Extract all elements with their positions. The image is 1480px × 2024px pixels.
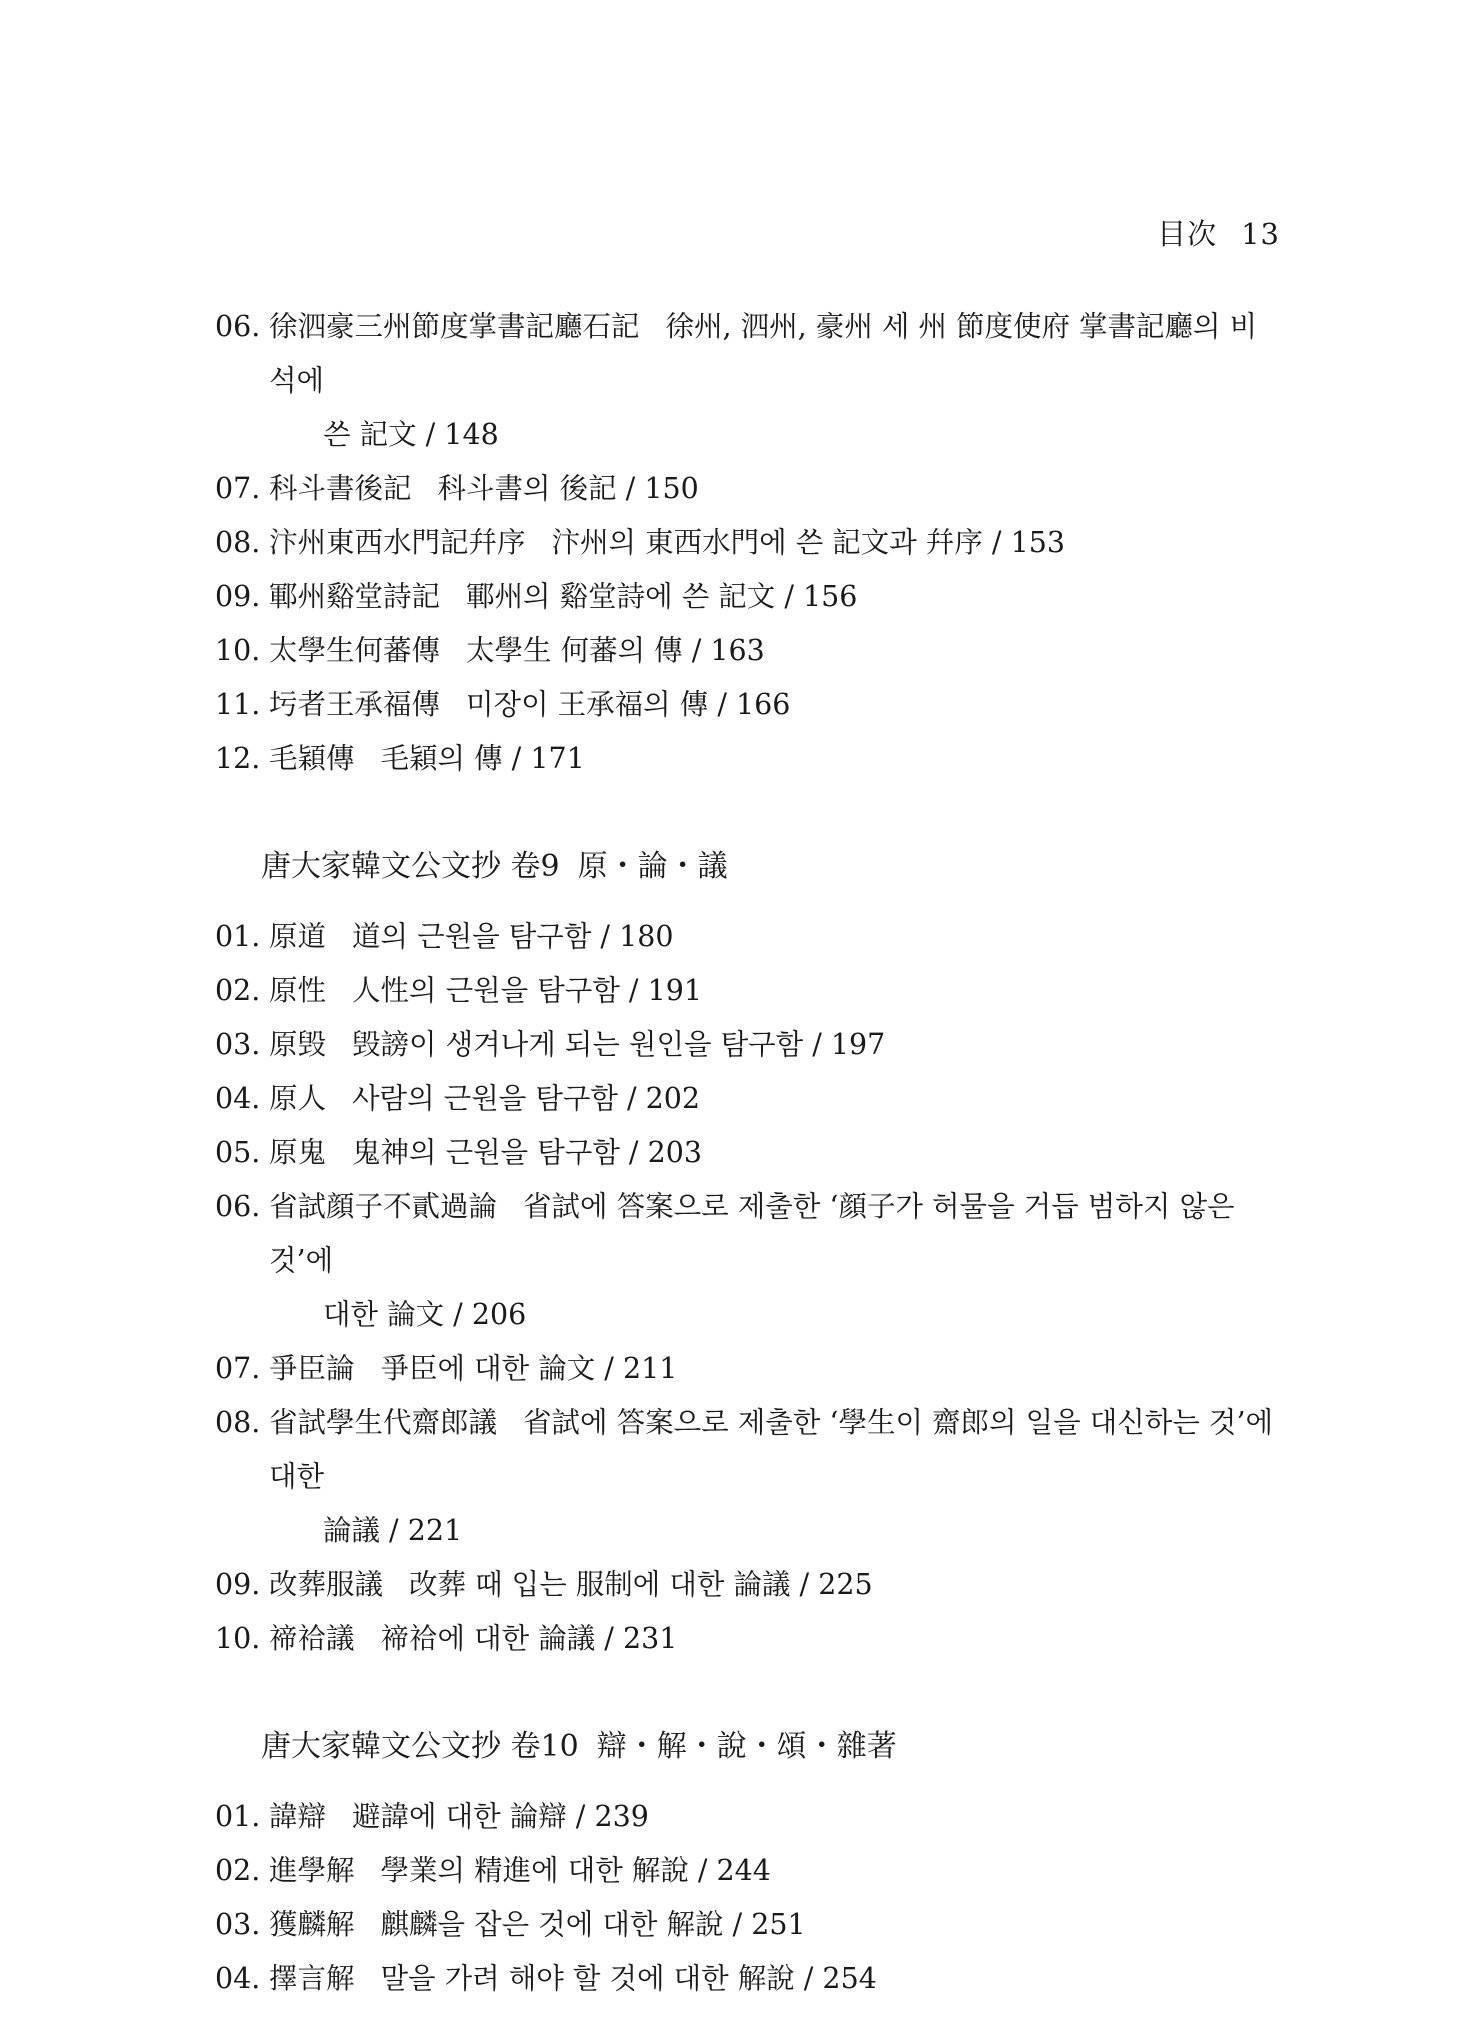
toc-entry [215,1790,1295,1844]
entry-continuation: 쓴 記文 / 148 [323,418,499,451]
entry-title: 原性 [269,974,327,1007]
toc-entry [215,1898,1295,1952]
toc-entry [215,1018,1295,1072]
toc-content [215,300,1295,2006]
volume-subject: 辯・解・說・頌・雜著 [596,1729,897,1764]
volume-book-title: 唐大家韓文公文抄 [261,1729,501,1764]
toc-entry [215,1126,1295,1180]
entry-title: 原毁 [269,1028,327,1061]
entry-number: 03. [215,1908,261,1941]
entry-number: 11. [215,688,261,721]
entry-number: 09. [215,580,261,613]
entry-number: 04. [215,1082,261,1115]
toc-entry [215,516,1295,570]
entry-number: 08. [215,526,261,559]
entry-description: 省試에 答案으로 제출한 ‘學生이 齋郎의 일을 대신하는 것’에 대한 [269,1406,1274,1493]
entry-continuation: 대한 論文 / 206 [323,1298,527,1331]
entry-title: 原鬼 [269,1136,327,1169]
toc-entry [215,1180,1295,1342]
entry-title: 獲麟解 [269,1908,355,1941]
toc-entry [215,1558,1295,1612]
entry-description: 麒麟을 잡은 것에 대한 解說 / 251 [380,1908,806,1941]
running-head-title: 目次 [1157,217,1218,251]
toc-entry [215,910,1295,964]
entry-number: 07. [215,1352,261,1385]
running-head [1157,212,1280,253]
entry-title: 科斗書後記 [269,472,412,505]
entry-description: 말을 가려 해야 할 것에 대한 解說 / 254 [380,1962,877,1995]
toc-entry [215,1952,1295,2006]
volume-book-title: 唐大家韓文公文抄 [261,849,501,884]
volume-heading-10 [215,1720,1295,1774]
entry-title: 進學解 [269,1854,355,1887]
entry-description: 避諱에 대한 論辯 / 239 [352,1800,649,1833]
entry-number: 08. [215,1406,261,1439]
entry-title: 改葬服議 [269,1568,384,1601]
toc-entry [215,732,1295,786]
volume-number: 卷9 [510,849,560,884]
entry-description: 太學生 何蕃의 傳 / 163 [466,634,765,667]
toc-entry [215,1342,1295,1396]
toc-entry [215,300,1295,462]
entry-title: 原道 [269,920,327,953]
page-number: 13 [1241,217,1280,251]
entry-number: 01. [215,920,261,953]
entry-title: 汴州東西水門記幷序 [269,526,526,559]
entry-title: 原人 [269,1082,327,1115]
entry-number: 12. [215,742,261,775]
entry-description: 道의 근원을 탐구함 / 180 [352,920,674,953]
entry-title: 擇言解 [269,1962,355,1995]
entry-description: 汴州의 東西水門에 쓴 記文과 幷序 / 153 [551,526,1065,559]
entry-title: 毛穎傳 [269,742,355,775]
entry-number: 04. [215,1962,261,1995]
entry-description: 鬼神의 근원을 탐구함 / 203 [352,1136,702,1169]
entry-number: 02. [215,974,261,1007]
toc-entry [215,462,1295,516]
entry-number: 10. [215,1622,261,1655]
entry-description: 徐州, 泗州, 豪州 세 州 節度使府 掌書記廳의 비석에 [269,310,1258,397]
toc-entry [215,678,1295,732]
entry-description: 사람의 근원을 탐구함 / 202 [352,1082,701,1115]
toc-section-volume-9 [215,910,1295,1666]
entry-title: 省試顔子不貳過論 [269,1190,498,1223]
toc-entry [215,1612,1295,1666]
entry-description: 省試에 答案으로 제출한 ‘顔子가 허물을 거듭 범하지 않은 것’에 [269,1190,1235,1277]
entry-description: 爭臣에 대한 論文 / 211 [380,1352,678,1385]
volume-heading-9 [215,840,1295,894]
toc-section-continued [215,300,1295,786]
entry-number: 10. [215,634,261,667]
entry-description: 鄆州의 谿堂詩에 쓴 記文 / 156 [466,580,858,613]
entry-title: 太學生何蕃傳 [269,634,441,667]
entry-title: 徐泗豪三州節度掌書記廳石記 [269,310,640,343]
toc-entry [215,1072,1295,1126]
toc-entry [215,964,1295,1018]
entry-title: 諱辯 [269,1800,327,1833]
entry-number: 03. [215,1028,261,1061]
toc-entry [215,570,1295,624]
entry-continuation: 論議 / 221 [323,1514,463,1547]
entry-description: 科斗書의 後記 / 150 [437,472,699,505]
entry-title: 鄆州谿堂詩記 [269,580,441,613]
entry-description: 改葬 때 입는 服制에 대한 論議 / 225 [409,1568,873,1601]
entry-number: 06. [215,1190,261,1223]
entry-description: 毁謗이 생겨나게 되는 원인을 탐구함 / 197 [352,1028,886,1061]
entry-number: 07. [215,472,261,505]
entry-title: 圬者王承福傳 [269,688,441,721]
entry-number: 02. [215,1854,261,1887]
entry-number: 01. [215,1800,261,1833]
entry-number: 05. [215,1136,261,1169]
entry-number: 06. [215,310,261,343]
toc-entry [215,624,1295,678]
entry-title: 省試學生代齋郎議 [269,1406,498,1439]
entry-description: 學業의 精進에 대한 解說 / 244 [380,1854,771,1887]
toc-entry [215,1396,1295,1558]
entry-description: 禘祫에 대한 論議 / 231 [380,1622,678,1655]
toc-entry [215,1844,1295,1898]
volume-number: 卷10 [510,1729,579,1764]
entry-description: 人性의 근원을 탐구함 / 191 [352,974,702,1007]
entry-description: 毛穎의 傳 / 171 [380,742,585,775]
volume-subject: 原・論・議 [577,849,728,884]
entry-description: 미장이 王承福의 傳 / 166 [466,688,791,721]
entry-title: 爭臣論 [269,1352,355,1385]
entry-number: 09. [215,1568,261,1601]
entry-title: 禘祫議 [269,1622,355,1655]
toc-section-volume-10 [215,1790,1295,2006]
